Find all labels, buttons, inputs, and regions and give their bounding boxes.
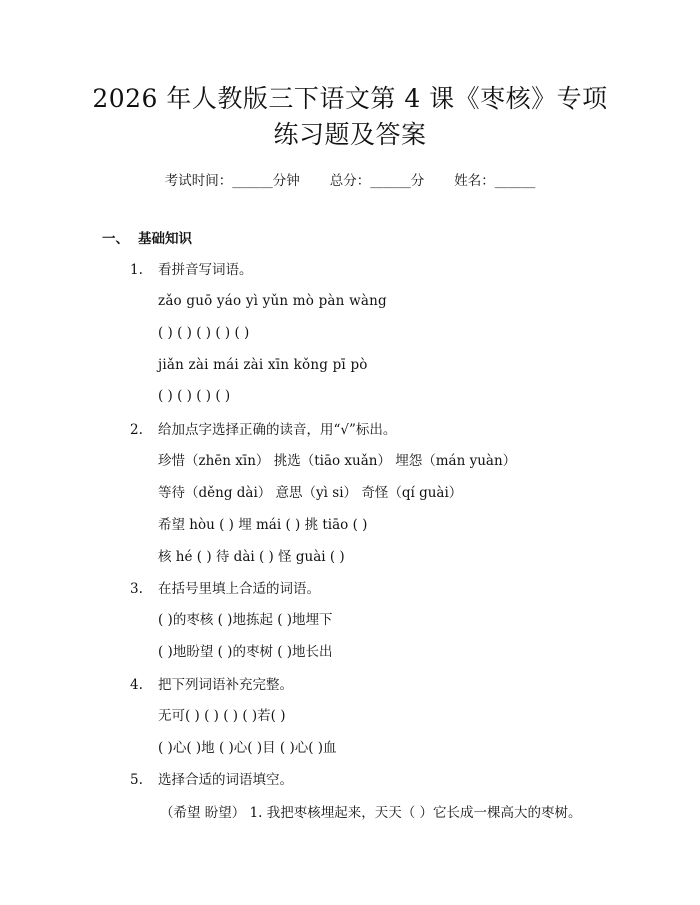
- total-score-field: 总分：______分: [329, 173, 425, 189]
- question-5-stem: [130, 771, 293, 789]
- question-number: 2.: [130, 422, 143, 438]
- answer-line: 无可( ) ( ) ( ) ( )若( ): [158, 708, 286, 724]
- answer-line: ( )的枣核 ( )地拣起 ( )地埋下: [158, 612, 333, 628]
- answer-line: ( )心( )地 ( )心( )目 ( )心( )血: [158, 740, 337, 756]
- question-number: 1.: [130, 262, 143, 278]
- document-title-line-1: 2026 年人教版三下语文第 4 课《枣核》专项: [92, 84, 608, 113]
- question-number: 3.: [130, 581, 143, 597]
- question-text: 选择合适的词语填空。: [158, 772, 293, 788]
- section-heading: [102, 230, 192, 248]
- answer-line: 等待（děng dài） 意思（yì si） 奇怪（qí guài）: [158, 485, 463, 501]
- exam-info-line: [0, 169, 700, 189]
- blank-line: ( ) ( ) ( ) ( ) ( ): [158, 325, 250, 341]
- answer-line: （希望 盼望） 1. 我把枣核埋起来，天天（ ）它长成一棵高大的枣树。: [160, 805, 582, 821]
- pinyin-line: jiǎn zài mái zài xīn kǒng pī pò: [158, 357, 368, 373]
- question-1-stem: [130, 261, 253, 279]
- pinyin-line: zǎo guō yáo yì yǔn mò pàn wàng: [158, 293, 387, 309]
- section-title: 基础知识: [138, 231, 192, 247]
- answer-line: 希望 hòu ( ) 埋 mái ( ) 挑 tiāo ( ): [158, 517, 368, 533]
- question-text: 在括号里填上合适的词语。: [158, 581, 320, 597]
- name-field: 姓名：______: [454, 173, 536, 189]
- section-number: 一、: [102, 231, 129, 247]
- question-2-stem: [130, 421, 396, 439]
- exam-time-field: 考试时间：______分钟: [164, 173, 300, 189]
- question-4-stem: [130, 676, 293, 694]
- question-number: 4.: [130, 677, 143, 693]
- question-text: 看拼音写词语。: [158, 262, 253, 278]
- question-3-stem: [130, 580, 320, 598]
- answer-line: 珍惜（zhēn xīn） 挑选（tiāo xuǎn） 埋怨（mán yuàn）: [158, 453, 517, 469]
- question-text: 把下列词语补充完整。: [158, 677, 293, 693]
- blank-line: ( ) ( ) ( ) ( ): [158, 388, 231, 404]
- question-text: 给加点字选择正确的读音，用“√”标出。: [158, 422, 397, 438]
- answer-line: ( )地盼望 ( )的枣树 ( )地长出: [158, 644, 333, 660]
- answer-line: 核 hé ( ) 待 dài ( ) 怪 guài ( ): [158, 549, 345, 565]
- question-number: 5.: [130, 772, 143, 788]
- document-title-line-2: 练习题及答案: [273, 120, 427, 149]
